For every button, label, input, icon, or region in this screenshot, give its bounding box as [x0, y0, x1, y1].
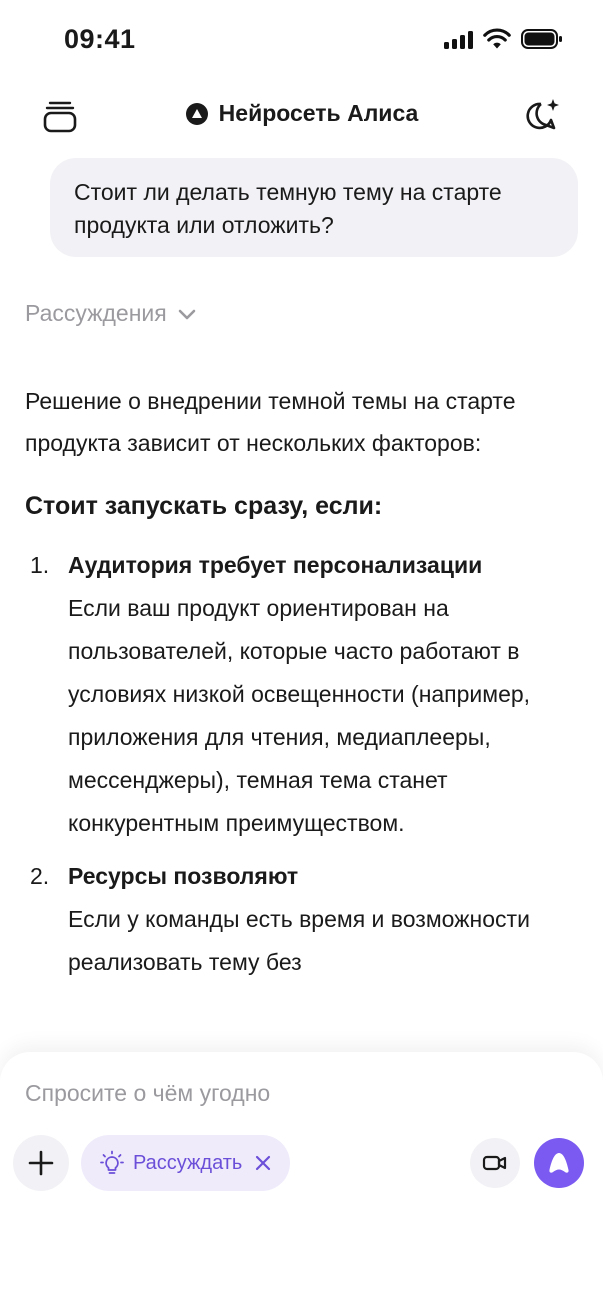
user-message-text: Стоит ли делать темную тему на старте продукта или отложить? — [74, 179, 502, 238]
alice-voice-button[interactable] — [534, 1138, 584, 1188]
answer-section-heading: Стоит запускать сразу, если: — [25, 492, 383, 520]
attach-button[interactable] — [13, 1135, 69, 1191]
page-title: Нейросеть Алиса — [218, 100, 419, 126]
header-title — [0, 100, 603, 127]
list-item-number: 1. — [30, 552, 50, 578]
list-item-body: Если ваш продукт ориентирован на пользователей, которые часто работают в условиях низкой освещенности (например, приложения для чтения, медиаплееры, мессенджеры), темная тема станет конкурентным преимуществом. — [68, 595, 531, 836]
status-icons — [444, 28, 563, 50]
new-chat-button[interactable] — [519, 92, 567, 140]
reasoning-chip-label: Рассуждать — [133, 1151, 243, 1174]
list-item-number: 2. — [30, 863, 50, 889]
video-camera-icon — [482, 1153, 508, 1173]
message-composer — [0, 1052, 603, 1305]
cellular-signal-icon — [444, 29, 473, 49]
assistant-answer — [25, 380, 585, 984]
new-chat-sparkle-icon — [524, 97, 562, 135]
list-item-title: Аудитория требует персонализации — [68, 552, 483, 578]
plus-icon — [27, 1149, 55, 1177]
alice-voice-icon — [545, 1150, 573, 1176]
prompt-input[interactable]: Спросите о чём угодно — [25, 1080, 271, 1106]
close-icon[interactable] — [254, 1154, 272, 1172]
answer-intro: Решение о внедрении темной темы на старте продукта зависит от нескольких факторов: — [25, 388, 516, 456]
wifi-icon — [483, 28, 511, 50]
list-item — [25, 544, 585, 845]
answer-list — [25, 544, 585, 984]
app-header — [0, 90, 603, 142]
lightbulb-icon — [99, 1150, 125, 1176]
reasoning-label: Рассуждения — [25, 300, 167, 326]
status-bar — [0, 0, 603, 80]
list-item-body: Если у команды есть время и возможности реализовать тему без — [68, 906, 530, 975]
status-time: 09:41 — [64, 24, 136, 54]
reasoning-toggle[interactable] — [25, 300, 197, 327]
user-message-bubble — [50, 158, 578, 257]
battery-icon — [521, 28, 563, 50]
chevron-down-icon — [177, 307, 197, 321]
list-item — [25, 855, 585, 984]
reasoning-mode-chip[interactable] — [81, 1135, 290, 1191]
list-item-title: Ресурсы позволяют — [68, 863, 299, 889]
alice-logo-icon — [185, 102, 209, 126]
video-button[interactable] — [470, 1138, 520, 1188]
